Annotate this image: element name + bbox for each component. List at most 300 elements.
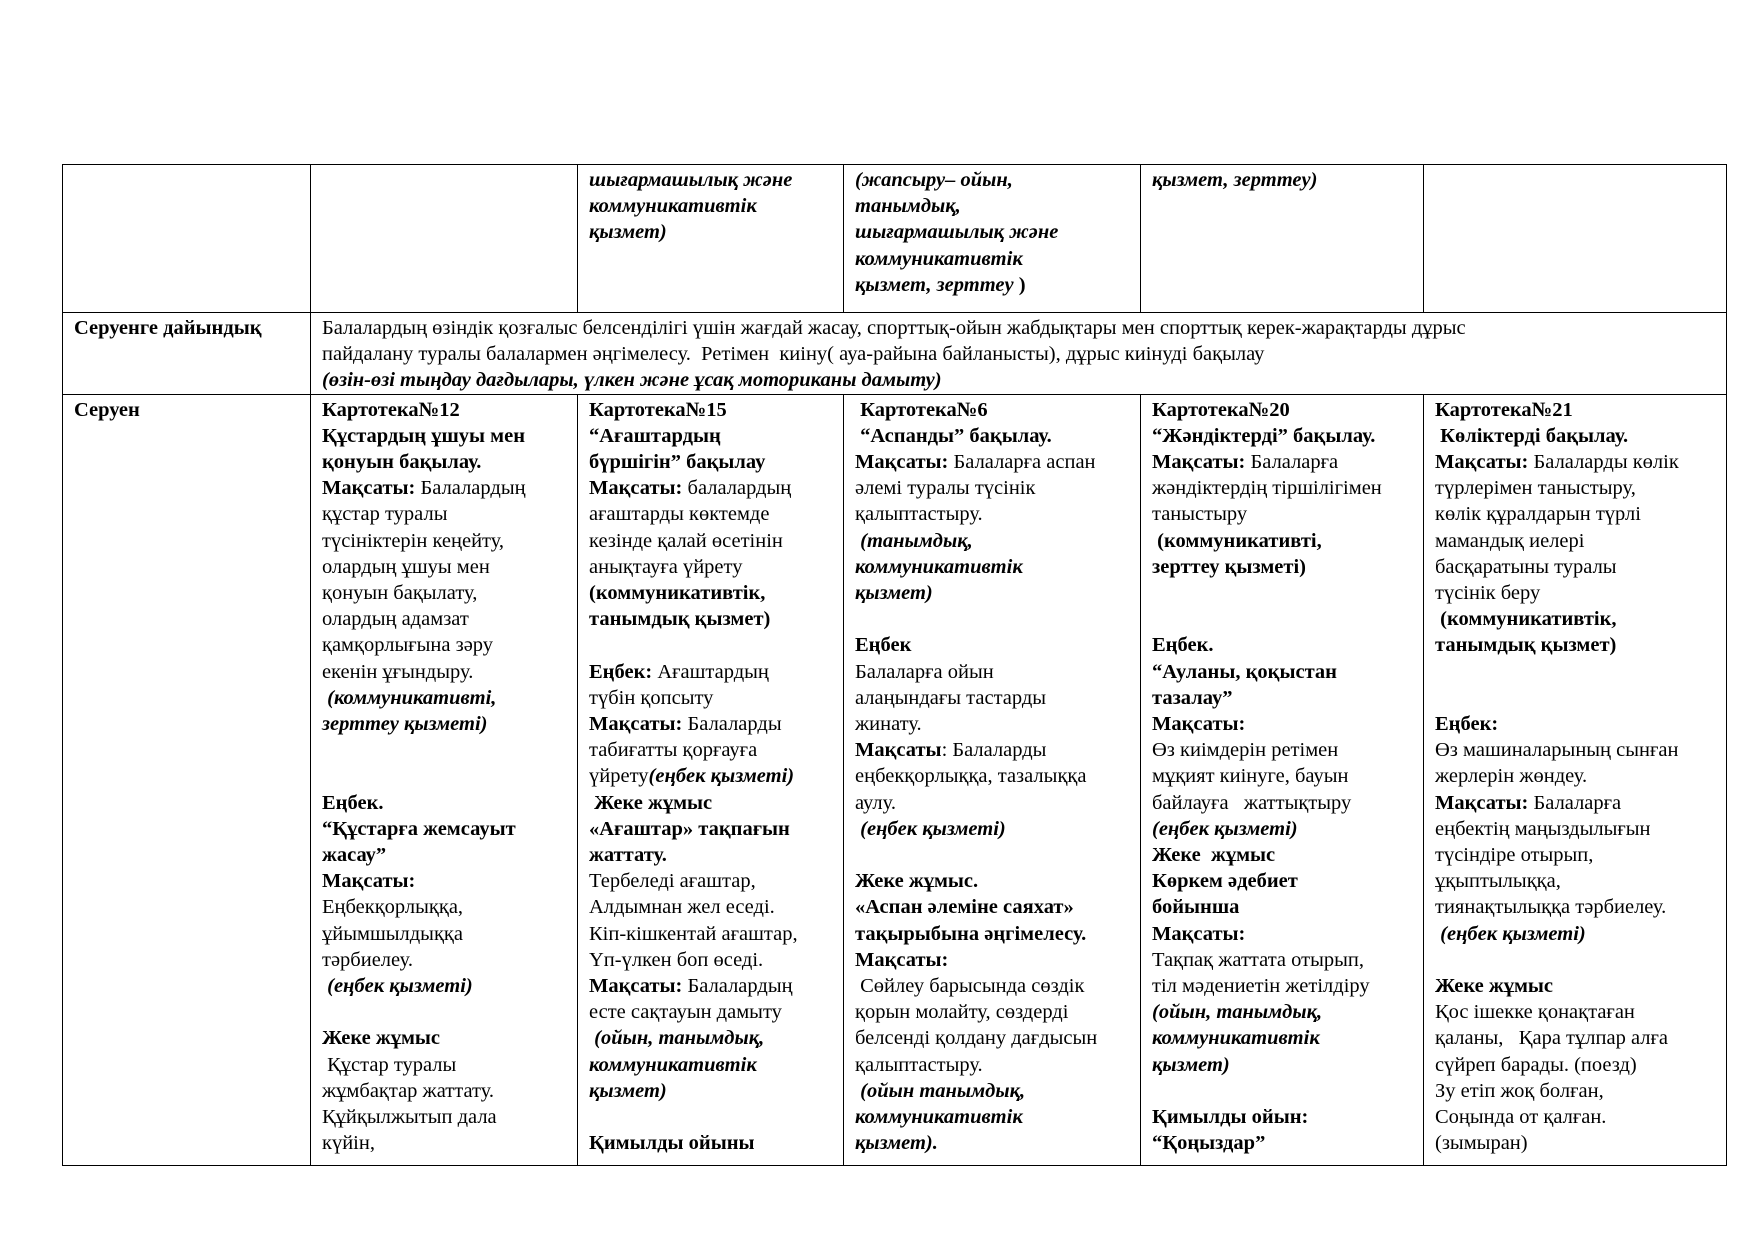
cell-line-text: түсініктерін кеңейту,: [322, 529, 505, 552]
cell-line: [1435, 528, 1716, 554]
cell-line-text: Көліктерді бақылау.: [1435, 424, 1629, 447]
cell-line-text: ұқыптылыққа,: [1435, 870, 1561, 893]
cell-line-rest: Балаларға: [1528, 791, 1622, 814]
cell-line: [855, 842, 1130, 868]
cell-line: [589, 842, 833, 868]
cell-line-text: Еңбек:: [1435, 713, 1499, 736]
cell-line-text: қызмет): [589, 1079, 667, 1102]
cell-line-text: олардың адамзат: [322, 608, 469, 631]
cell-line: [855, 790, 1130, 816]
walk-cell-2: [578, 394, 844, 1165]
cell-line: [589, 894, 833, 920]
cell-line: [1152, 894, 1413, 920]
cell-line-text: Мақсаты:: [1152, 451, 1246, 474]
cell-line: [322, 632, 567, 658]
cell-line: [855, 449, 1130, 475]
cell-line: [1152, 580, 1413, 606]
cell-line: [1435, 1104, 1716, 1130]
daily-plan-table: [62, 164, 1727, 1166]
cell-line-text: қорын молайту, сөздерді: [855, 1001, 1069, 1024]
cell-line: [1152, 711, 1413, 737]
cell-line: [1152, 554, 1413, 580]
cell-line-text: Алдымнан жел еседі.: [589, 896, 775, 919]
table-row-prep: [63, 313, 1727, 395]
cell-line-text: Картотека№15: [589, 398, 727, 421]
cell-line-text: Үп-үлкен боп өседі.: [589, 948, 764, 971]
cell-line: [1152, 528, 1413, 554]
cell-line: [322, 868, 567, 894]
cell-line-text: Жеке жұмыс.: [855, 870, 979, 893]
cell-line: [1152, 1052, 1413, 1078]
cell-line: [1152, 606, 1413, 632]
cell-line: [1152, 397, 1413, 423]
walk-cell-5: [1424, 394, 1727, 1165]
cell-line: [322, 449, 567, 475]
cell-line-text: жерлерін жөндеу.: [1435, 765, 1588, 788]
cell-line: [1435, 554, 1716, 580]
cell-line: [1152, 1078, 1413, 1104]
cell-line-text: қамқорлығына зәру: [322, 634, 494, 657]
cell-line: қызмет): [589, 221, 667, 244]
cell-line: [855, 737, 1130, 763]
cell-line: (жапсыру– ойын,: [855, 169, 1013, 191]
cell-line-text: “Ағаштардың: [589, 424, 721, 447]
cell-line-rest: Балаларға: [1245, 451, 1339, 474]
cell-line: [322, 999, 567, 1025]
cell-line: [322, 842, 567, 868]
cell-line: [855, 1078, 1130, 1104]
cell-line: [1152, 685, 1413, 711]
cell-line: [1435, 947, 1716, 973]
cell-line: [589, 737, 833, 763]
cell-line-text: белсенді қолдану дағдысын: [855, 1027, 1098, 1050]
cell-line: [1435, 475, 1716, 501]
cell-line-text: күйін,: [322, 1132, 375, 1155]
table-row-top: [63, 165, 1727, 313]
cell-line-text: кезінде қалай өсетінін: [589, 529, 783, 552]
cell-line-text: Мақсаты:: [1435, 791, 1529, 814]
row-label: Серуен: [74, 398, 140, 421]
cell-line: [1435, 659, 1716, 685]
cell-line-text: табиғатты қорғауға: [589, 739, 758, 762]
cell-line-text: танымдық қызмет): [1435, 634, 1617, 657]
cell-line-text: Мақсаты:: [1152, 713, 1246, 736]
cell-line: [322, 423, 567, 449]
cell-line-text: үйрету: [589, 765, 649, 788]
cell-line: [589, 973, 833, 999]
cell-line-text: Мақсаты:: [589, 975, 683, 998]
cell-line-text: Картотека№21: [1435, 398, 1573, 421]
cell-line: [322, 816, 567, 842]
cell-line: [589, 685, 833, 711]
walk-cell-1: [311, 394, 578, 1165]
cell-line: [1435, 1078, 1716, 1104]
cell-line-text: Еңбек: [855, 634, 912, 657]
cell-line: [322, 737, 567, 763]
cell-line-text: (зымыран): [1435, 1132, 1528, 1155]
cell-line: [1435, 711, 1716, 737]
cell-line: [589, 501, 833, 527]
cell-line-text: әлемі туралы түсінік: [855, 477, 1036, 500]
cell-line: [589, 1130, 833, 1156]
cell-line: [855, 475, 1130, 501]
cell-line-text: сүйреп барады. (поезд): [1435, 1053, 1637, 1076]
cell-line-text: Мақсаты:: [589, 713, 683, 736]
cell-line: [322, 528, 567, 554]
cell-line-text: ағаштарды көктемде: [589, 503, 770, 526]
cell-line: [322, 921, 567, 947]
cell-line-text: бойынша: [1152, 896, 1240, 919]
cell-line: [1152, 475, 1413, 501]
cell-line: [1152, 790, 1413, 816]
cell-line-text: (коммуникативтік,: [589, 582, 766, 605]
cell-line-rest: Балалардың: [682, 975, 793, 998]
cell-line-text: Соңында от қалған.: [1435, 1106, 1607, 1129]
cell-line: [855, 1130, 1130, 1156]
cell-line-text: Көркем әдебиет: [1152, 870, 1298, 893]
cell-line: [1435, 816, 1716, 842]
cell-line: [1152, 868, 1413, 894]
cell-line-text: еңбекқорлыққа, тазалыққа: [855, 765, 1087, 788]
cell-line: [855, 685, 1130, 711]
cell-line-text: тақырыбына әңгімелесу.: [855, 922, 1087, 945]
cell-line-text: қызмет).: [855, 1132, 938, 1155]
cell-line: [1152, 763, 1413, 789]
walk-cell-4: [1141, 394, 1424, 1165]
cell-line: [855, 1104, 1130, 1130]
cell-line: [1435, 632, 1716, 658]
cell-line: [1152, 947, 1413, 973]
cell-line-text: қонуын бақылату,: [322, 582, 478, 605]
top-cell-1: [311, 165, 578, 313]
cell-line: [589, 580, 833, 606]
cell-line: [855, 711, 1130, 737]
cell-line-text: жинату.: [855, 713, 922, 736]
cell-line: [1435, 449, 1716, 475]
cell-line: [322, 659, 567, 685]
cell-line: [322, 763, 567, 789]
cell-line-text: анықтауға үйрету: [589, 555, 743, 578]
cell-line: [322, 501, 567, 527]
prep-line: пайдалану туралы балалармен әңгімелесу. Ретімен киіну( ауа-райына байланысты), дұрыс киінуді бақылау: [322, 343, 1265, 366]
cell-line-text: коммуникативтік: [855, 1106, 1023, 1129]
cell-line-text: Қимылды ойын:: [1152, 1106, 1309, 1129]
cell-line: [1435, 868, 1716, 894]
cell-line-text: Мақсаты: [855, 739, 942, 762]
cell-line-text: Тербеледі ағаштар,: [589, 870, 756, 893]
cell-line-text: көлік құралдарын түрлі: [1435, 503, 1641, 526]
cell-line-text: (танымдық,: [855, 529, 973, 552]
cell-line: [589, 921, 833, 947]
cell-line-text: байлауға жаттықтыру: [1152, 791, 1352, 814]
cell-line: [1435, 999, 1716, 1025]
cell-line-text: тәрбиелеу.: [322, 948, 413, 971]
cell-line-text: “Аспанды” бақылау.: [855, 424, 1052, 447]
cell-line-text: “Құстарға жемсауыт: [322, 817, 516, 840]
cell-line: [855, 397, 1130, 423]
top-cell-4: [1141, 165, 1424, 313]
cell-line-text: «Аспан әлеміне саяхат»: [855, 896, 1074, 919]
cell-line-text: «Ағаштар» тақпағын: [589, 817, 790, 840]
cell-line-text: бүршігін” бақылау: [589, 451, 766, 474]
cell-line-text: (коммуникативті,: [1152, 529, 1322, 552]
cell-line-text: коммуникативтік: [855, 555, 1023, 578]
cell-line-text: зерттеу қызметі): [322, 713, 488, 736]
top-cell-3: [844, 165, 1141, 313]
cell-line: [322, 685, 567, 711]
cell-line: [1435, 790, 1716, 816]
cell-line-text: Құстар туралы: [322, 1053, 457, 1076]
cell-line: [855, 1052, 1130, 1078]
cell-line-text: Жеке жұмыс: [1435, 975, 1554, 998]
cell-line: коммуникативтік: [855, 247, 1023, 270]
cell-line: [589, 475, 833, 501]
cell-line-text: есте сақтауын дамыту: [589, 1001, 782, 1024]
cell-line: [322, 554, 567, 580]
cell-line-text: алаңындағы тастарды: [855, 686, 1047, 709]
cell-line: [1152, 659, 1413, 685]
cell-line-text: түрлерімен таныстыру,: [1435, 477, 1636, 500]
cell-line-text: Еңбек:: [589, 660, 653, 683]
cell-line: [1152, 1104, 1413, 1130]
cell-line-text: Өз машиналарының сынған: [1435, 739, 1679, 762]
cell-line-text: Өз киімдерін ретімен: [1152, 739, 1339, 762]
cell-line: [589, 449, 833, 475]
cell-line: [322, 580, 567, 606]
cell-line: [589, 816, 833, 842]
cell-line: [1435, 842, 1716, 868]
cell-line: [1152, 632, 1413, 658]
cell-line: [589, 1104, 833, 1130]
cell-line-text: жасау”: [322, 844, 387, 867]
cell-line-text: Мақсаты:: [1152, 922, 1246, 945]
cell-line-text: түбін қопсыту: [589, 686, 714, 709]
cell-line-text: Мақсаты:: [322, 477, 416, 500]
cell-line-rest: : Балаларды: [941, 739, 1047, 762]
cell-line: [322, 973, 567, 999]
cell-line: [322, 1078, 567, 1104]
cell-line: [1435, 1052, 1716, 1078]
cell-line-rest: Балалардың: [415, 477, 526, 500]
cell-line-text: “Жәндіктерді” бақылау.: [1152, 424, 1376, 447]
cell-line-text: еңбектің маңыздылығын: [1435, 817, 1651, 840]
cell-line: [855, 921, 1130, 947]
cell-line-text: коммуникативтік: [589, 1053, 757, 1076]
cell-line: [855, 580, 1130, 606]
cell-line: [322, 711, 567, 737]
cell-line: [322, 606, 567, 632]
cell-line-text: (еңбек қызметі): [855, 817, 1006, 840]
cell-line-text: Жеке жұмыс: [589, 791, 713, 814]
cell-line-text: Мақсаты:: [855, 451, 949, 474]
cell-line: [589, 711, 833, 737]
walk-cell-3: [844, 394, 1141, 1165]
cell-line-text: Жеке жұмыс: [322, 1027, 441, 1050]
cell-line: [1152, 842, 1413, 868]
cell-line-text: жаттату.: [589, 844, 667, 867]
cell-line: [589, 868, 833, 894]
cell-line: [322, 475, 567, 501]
cell-line: [1435, 921, 1716, 947]
cell-line: [855, 272, 1130, 298]
cell-line-text: Картотека№20: [1152, 398, 1290, 421]
cell-line-text: екенін ұғындыру.: [322, 660, 474, 683]
cell-line-text: (коммуникативтік,: [1435, 608, 1617, 631]
cell-line-text: Мақсаты:: [855, 948, 949, 971]
cell-line: [855, 816, 1130, 842]
cell-line: [855, 999, 1130, 1025]
cell-line: [1435, 606, 1716, 632]
cell-line-text: Қимылды ойыны: [589, 1132, 755, 1155]
cell-line-text: түсіндіре отырып,: [1435, 844, 1594, 867]
cell-line: [322, 397, 567, 423]
cell-line: [589, 606, 833, 632]
cell-line-text: (еңбек қызметі): [1152, 817, 1298, 840]
cell-line: [589, 659, 833, 685]
cell-line: [589, 632, 833, 658]
cell-line: [589, 554, 833, 580]
cell-line-text: тіл мәдениетін жетілдіру: [1152, 975, 1370, 998]
cell-line-text: Тақпақ жаттата отырып,: [1152, 948, 1364, 971]
cell-line: [855, 659, 1130, 685]
cell-line-text: Мақсаты:: [589, 477, 683, 500]
cell-line-text: таныстыру: [1152, 503, 1248, 526]
cell-line-text: ұйымшылдыққа: [322, 922, 463, 945]
cell-line: [1152, 921, 1413, 947]
cell-line-text: Құйқылжытып дала: [322, 1106, 497, 1129]
cell-line: [322, 1052, 567, 1078]
cell-line-text: коммуникативтік: [1152, 1027, 1320, 1050]
cell-line: [855, 501, 1130, 527]
cell-line-text: Еңбек.: [1152, 634, 1214, 657]
cell-line: танымдық,: [855, 195, 961, 218]
cell-line-text: Еңбекқорлыққа,: [322, 896, 464, 919]
walk-label-cell: [63, 394, 311, 1165]
cell-line: [1435, 501, 1716, 527]
cell-line: [1435, 580, 1716, 606]
prep-line: (өзін-өзі тыңдау дағдылары, үлкен және ұсақ моториканы дамыту): [322, 369, 942, 392]
cell-line: [855, 554, 1130, 580]
cell-line-text: Зу етіп жоқ болған,: [1435, 1079, 1604, 1102]
cell-line: [589, 999, 833, 1025]
cell-line: [855, 528, 1130, 554]
cell-line-text: тазалау”: [1152, 686, 1233, 709]
cell-line: [855, 632, 1130, 658]
cell-line-rest: Балаларды көлік: [1528, 451, 1679, 474]
cell-line-rest: Балаларды: [682, 713, 782, 736]
cell-line-tail: ): [1013, 273, 1026, 296]
cell-line: [589, 1078, 833, 1104]
cell-line-text: Картотека№12: [322, 398, 460, 421]
cell-line: [1435, 685, 1716, 711]
row-label: Серуенге дайындық: [74, 317, 262, 339]
cell-line-text: қызмет): [855, 582, 933, 605]
cell-line: [322, 1104, 567, 1130]
cell-line-text: мұқият киінуге, бауын: [1152, 765, 1349, 788]
cell-line-rest: Балаларға аспан: [948, 451, 1096, 474]
cell-line: [322, 894, 567, 920]
cell-line-text: танымдық қызмет): [589, 608, 771, 631]
cell-line-text: Еңбек.: [322, 791, 384, 814]
cell-line-text: “Ауланы, қоқыстан: [1152, 660, 1337, 683]
cell-line: [855, 1025, 1130, 1051]
cell-line-bold-italic: қызмет, зерттеу: [855, 273, 1014, 296]
cell-line-text: Қос ішекке қонақтаған: [1435, 1001, 1635, 1024]
cell-line-text: (еңбек қызметі): [322, 975, 473, 998]
cell-line: [1152, 1130, 1413, 1156]
cell-line-rest: балалардың: [682, 477, 792, 500]
cell-line-text: (ойын танымдық,: [855, 1079, 1026, 1102]
cell-line: [1152, 737, 1413, 763]
cell-line-text: Кіп-кішкентай ағаштар,: [589, 922, 798, 945]
cell-line: [589, 397, 833, 423]
top-label-cell: [63, 165, 311, 313]
cell-line: [1435, 397, 1716, 423]
cell-line-text: “Қоңыздар”: [1152, 1132, 1266, 1155]
cell-line-text: қонуын бақылау.: [322, 451, 482, 474]
cell-line: шығармашылық және: [855, 221, 1059, 244]
cell-line: [1435, 973, 1716, 999]
cell-line: [589, 763, 833, 789]
cell-line: [1152, 501, 1413, 527]
cell-line: [1152, 999, 1413, 1025]
cell-line-text: Балаларға ойын: [855, 660, 994, 683]
cell-line: [589, 1052, 833, 1078]
cell-line-text: тиянақтылыққа тәрбиелеу.: [1435, 896, 1667, 919]
cell-line: [589, 528, 833, 554]
cell-line-text: (еңбек қызметі): [1435, 922, 1586, 945]
cell-line: [1435, 737, 1716, 763]
cell-line-text: зерттеу қызметі): [1152, 555, 1306, 578]
cell-line: [322, 1130, 567, 1156]
cell-line-text: Мақсаты:: [322, 870, 416, 893]
cell-line-text: жұмбақтар жаттату.: [322, 1079, 495, 1102]
cell-line: [1152, 816, 1413, 842]
cell-line: [1152, 1025, 1413, 1051]
cell-line-text: мамандық иелері: [1435, 529, 1585, 552]
cell-line-text: басқаратыны туралы: [1435, 555, 1617, 578]
cell-line: [855, 763, 1130, 789]
cell-line-text: құстар туралы: [322, 503, 448, 526]
cell-line-text: Жеке жұмыс: [1152, 844, 1276, 867]
cell-line: [1435, 1130, 1716, 1156]
cell-line-text: Картотека№6: [855, 398, 988, 421]
cell-line: қызмет, зерттеу): [1152, 169, 1318, 191]
cell-line-text: (коммуникативті,: [322, 686, 497, 709]
cell-line-text: Сөйлеу барысында сөздік: [855, 975, 1085, 998]
cell-line: [589, 947, 833, 973]
cell-line: [1435, 763, 1716, 789]
cell-line-text: олардың ұшуы мен: [322, 555, 490, 578]
cell-line: [855, 868, 1130, 894]
cell-line: [322, 790, 567, 816]
cell-line: [1435, 894, 1716, 920]
cell-line-rest: Ағаштардың: [652, 660, 769, 683]
cell-line-text: жәндіктердің тіршілігімен: [1152, 477, 1382, 500]
cell-line: [1152, 973, 1413, 999]
table-row-walk: [63, 394, 1727, 1165]
cell-line: [589, 1025, 833, 1051]
top-cell-2: [578, 165, 844, 313]
cell-line-text: қызмет): [1152, 1053, 1230, 1076]
cell-line: шығармашылық және: [589, 169, 793, 191]
top-cell-5: [1424, 165, 1727, 313]
cell-line: [322, 1025, 567, 1051]
cell-line-text: қаланы, Қара тұлпар алға: [1435, 1027, 1668, 1050]
cell-line-text: аулу.: [855, 791, 896, 814]
cell-line: [855, 606, 1130, 632]
cell-line-text: Мақсаты:: [1435, 451, 1529, 474]
